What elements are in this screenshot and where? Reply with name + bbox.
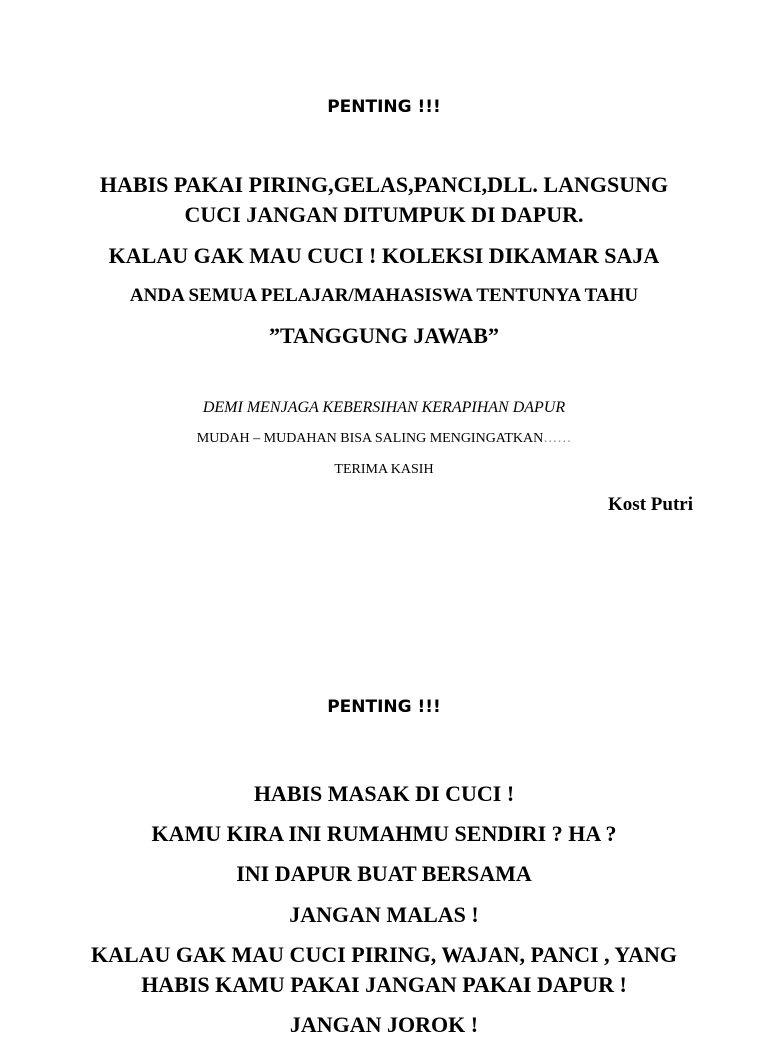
notice1-line3: KALAU GAK MAU CUCI ! KOLEKSI DIKAMAR SAJA [108, 243, 660, 268]
notice2-line6: HABIS KAMU PAKAI JANGAN PAKAI DAPUR ! [141, 972, 627, 997]
notice1-line1: HABIS PAKAI PIRING,GELAS,PANCI,DLL. LANGSUNG [99, 172, 669, 197]
notice1-note2-text: MUDAH – MUDAHAN BISA SALING MENGINGATKAN [196, 431, 544, 446]
notice2-heading: PENTING !!! [327, 697, 441, 717]
notice1-note1: DEMI MENJAGA KEBERSIHAN KERAPIHAN DAPUR [202, 399, 566, 416]
notice1-note3: TERIMA KASIH [334, 462, 434, 477]
notice1-heading: PENTING !!! [327, 97, 441, 117]
notice2-line1: HABIS MASAK DI CUCI ! [253, 781, 515, 806]
notice1-note2 [0, 431, 768, 447]
notice2-line4: JANGAN MALAS ! [289, 902, 479, 927]
notice1-note2-dots: …… [543, 431, 572, 446]
notice1-line5: ”TANGGUNG JAWAB” [268, 323, 499, 348]
notice2-line7: JANGAN JOROK ! [289, 1012, 479, 1037]
notice2-line3: INI DAPUR BUAT BERSAMA [236, 861, 532, 886]
notice1-signature: Kost Putri [608, 494, 693, 515]
notice2-line5: KALAU GAK MAU CUCI PIRING, WAJAN, PANCI , YANG [90, 942, 678, 967]
notice1-line2: CUCI JANGAN DITUMPUK DI DAPUR. [184, 202, 584, 227]
notice1-line4: ANDA SEMUA PELAJAR/MAHASISWA TENTUNYA TAHU [129, 285, 639, 306]
notice2-line2: KAMU KIRA INI RUMAHMU SENDIRI ? HA ? [151, 821, 617, 846]
